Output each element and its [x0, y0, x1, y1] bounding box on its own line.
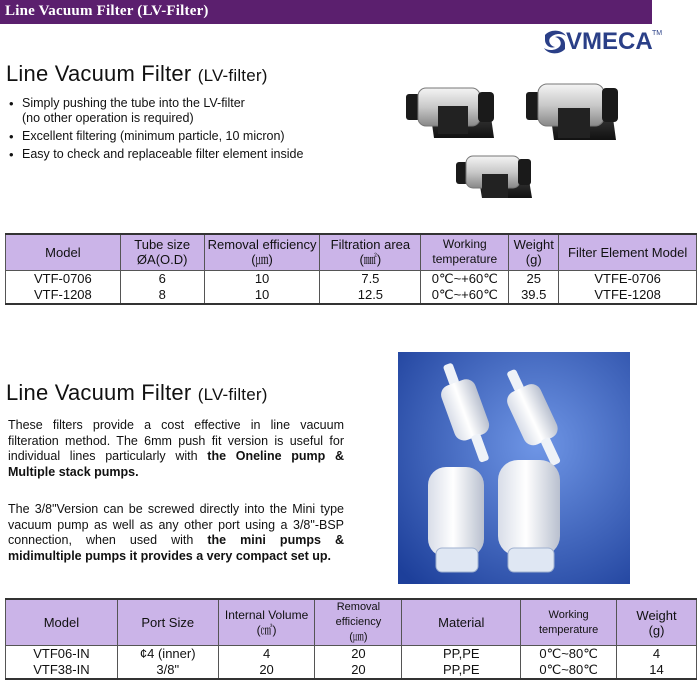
feature-item: • Easy to check and replaceable filter element inside — [8, 147, 303, 162]
cell-area: 7.5 — [320, 270, 421, 287]
inline-filter-product-photo — [398, 352, 630, 584]
col-header-removal-efficiency: Removal efficiency (㎛) — [204, 234, 320, 270]
cell-removal: 10 — [204, 287, 320, 304]
cell-model: VTF06-IN — [6, 646, 118, 663]
section2-title: Line Vacuum Filter (LV-filter) — [6, 380, 268, 405]
col-header-internal-volume: Internal Volume (㎤) — [218, 599, 315, 646]
table-row — [6, 662, 697, 679]
cell-port-size: ¢4 (inner) — [117, 646, 218, 663]
cell-material: PP,PE — [402, 646, 521, 663]
col-header-material: Material — [402, 599, 521, 646]
col-header-working-temperature: Working temperature — [421, 234, 509, 270]
col-header-working-temperature: Working temperature — [521, 599, 617, 646]
cell-removal: 10 — [204, 270, 320, 287]
cell-element: VTFE-1208 — [559, 287, 697, 304]
col-header-model: Model — [6, 599, 118, 646]
cell-element: VTFE-0706 — [559, 270, 697, 287]
col-header-weight: Weight (g) — [509, 234, 559, 270]
table-row — [6, 287, 697, 304]
col-header-tube-size: Tube size ØA(O.D) — [120, 234, 204, 270]
cell-model: VTF-1208 — [6, 287, 121, 304]
table-row — [6, 646, 697, 663]
col-header-weight: Weight (g) — [617, 599, 697, 646]
col-header-removal-efficiency: Removal efficiency (㎛) — [315, 599, 402, 646]
cell-weight: 25 — [509, 270, 559, 287]
section1-title: Line Vacuum Filter (LV-filter) — [6, 61, 268, 86]
cell-volume: 20 — [218, 662, 315, 679]
cell-area: 12.5 — [320, 287, 421, 304]
cell-removal: 20 — [315, 662, 402, 679]
cell-temperature: 0℃~80℃ — [521, 646, 617, 663]
cell-weight: 14 — [617, 662, 697, 679]
cell-temperature: 0℃~+60℃ — [421, 287, 509, 304]
cell-model: VTF38-IN — [6, 662, 118, 679]
cell-tube-size: 8 — [120, 287, 204, 304]
lv-filter-spec-table — [5, 233, 697, 305]
cell-tube-size: 6 — [120, 270, 204, 287]
vmeca-logo — [540, 26, 664, 58]
logo-text: VMECA — [566, 28, 653, 55]
cell-temperature: 0℃~+60℃ — [421, 270, 509, 287]
header-banner — [0, 0, 652, 24]
cell-volume: 4 — [218, 646, 315, 663]
col-header-filter-element-model: Filter Element Model — [559, 234, 697, 270]
banner-title: Line Vacuum Filter (LV-Filter) — [5, 3, 209, 19]
description-paragraph-2: The 3/8"Version can be screwed directly into the Mini type vacuum pump as well as any other port using a 3/8"-BSP connection, when used with the mini pumps & midimultiple pumps it provides a very compact set up. — [8, 502, 344, 563]
table-row — [6, 270, 697, 287]
cell-temperature: 0℃~80℃ — [521, 662, 617, 679]
description-paragraph-1: These filters provide a cost effective in line vacuum filteration method. The 6mm push fit version is useful for individual lines particularly with the Oneline pump & Multiple stack pumps. — [8, 418, 345, 479]
feature-item: • Excellent filtering (minimum particle, 10 micron) — [8, 129, 303, 144]
inline-filter-spec-table — [5, 598, 697, 680]
col-header-model: Model — [6, 234, 121, 270]
cell-removal: 20 — [315, 646, 402, 663]
col-header-filtration-area: Filtration area (㎟) — [320, 234, 421, 270]
col-header-port-size: Port Size — [117, 599, 218, 646]
cell-model: VTF-0706 — [6, 270, 121, 287]
logo-trademark: TM — [652, 30, 663, 37]
cell-port-size: 3/8" — [117, 662, 218, 679]
feature-list — [8, 96, 303, 162]
cell-weight: 4 — [617, 646, 697, 663]
lv-filter-product-photo — [398, 66, 698, 216]
cell-material: PP,PE — [402, 662, 521, 679]
cell-weight: 39.5 — [509, 287, 559, 304]
feature-item: • Simply pushing the tube into the LV-filter (no other operation is required) — [8, 96, 303, 126]
